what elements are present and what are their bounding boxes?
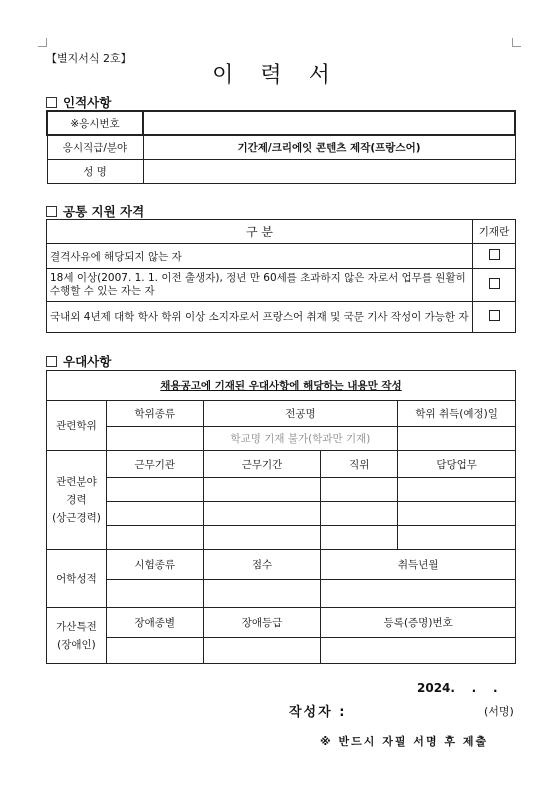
sign-label: (서명) bbox=[484, 705, 514, 718]
career-cell[interactable] bbox=[203, 502, 321, 526]
date-line: 2024. . . bbox=[417, 681, 498, 695]
writer-label: 작성자 : bbox=[289, 705, 347, 720]
header-disability-type: 장애종별 bbox=[106, 608, 203, 638]
qualification-checkbox[interactable] bbox=[489, 278, 500, 289]
header-major: 전공명 bbox=[203, 401, 398, 427]
label-career: 관련분야 경력 (상근경력) bbox=[47, 451, 107, 550]
qualification-checkbox[interactable] bbox=[489, 310, 500, 321]
career-cell[interactable] bbox=[106, 526, 203, 550]
crop-mark-top-left bbox=[38, 38, 47, 47]
language-cell[interactable] bbox=[203, 580, 321, 608]
col-category: 구 분 bbox=[47, 220, 473, 244]
header-acquired-date: 취득년월 bbox=[321, 550, 516, 580]
career-cell[interactable] bbox=[398, 502, 516, 526]
language-cell[interactable] bbox=[106, 580, 203, 608]
section-common bbox=[46, 202, 144, 220]
header-duty: 담당업무 bbox=[398, 451, 516, 478]
career-cell[interactable] bbox=[203, 526, 321, 550]
header-employer: 근무기관 bbox=[106, 451, 203, 478]
preferred-table-title: 채용공고에 기재된 우대사항에 해당하는 내용만 작성 bbox=[47, 371, 516, 401]
header-period: 근무기간 bbox=[203, 451, 321, 478]
section-heading: 인적사항 bbox=[63, 95, 112, 110]
header-degree-date: 학위 취득(예정)일 bbox=[398, 401, 516, 427]
degree-type-field[interactable] bbox=[106, 427, 203, 451]
career-cell[interactable] bbox=[203, 478, 321, 502]
name-field[interactable] bbox=[143, 159, 515, 183]
career-cell[interactable] bbox=[106, 502, 203, 526]
label-degree: 관련학위 bbox=[47, 401, 107, 451]
label-bonus: 가산특전 (장애인) bbox=[47, 608, 107, 664]
applicant-no-field[interactable] bbox=[143, 111, 515, 135]
header-position: 직위 bbox=[321, 451, 398, 478]
section-preferred bbox=[46, 352, 111, 370]
career-cell[interactable] bbox=[398, 478, 516, 502]
major-note: 학교명 기재 불가(학과만 기재) bbox=[203, 427, 398, 451]
language-cell[interactable] bbox=[321, 580, 516, 608]
career-cell[interactable] bbox=[321, 478, 398, 502]
bonus-cell[interactable] bbox=[106, 638, 203, 664]
qualification-row: 18세 이상(2007. 1. 1. 이전 출생자), 정년 만 60세를 초과하지 않은 자로서 업무를 원활히 수행할 수 있는 자는 자 bbox=[47, 269, 473, 302]
header-score: 점수 bbox=[203, 550, 321, 580]
label-name: 성 명 bbox=[47, 159, 143, 183]
degree-date-field[interactable] bbox=[398, 427, 516, 451]
submission-notice: ※ 반드시 자필 서명 후 제출 bbox=[320, 735, 489, 748]
qualification-checkbox[interactable] bbox=[489, 249, 500, 260]
form-number: 【별지서식 2호】 bbox=[46, 52, 132, 65]
checkbox-square-icon bbox=[46, 356, 57, 367]
crop-mark-top-right bbox=[512, 38, 521, 47]
label-language: 어학성적 bbox=[47, 550, 107, 608]
header-test-type: 시험종류 bbox=[106, 550, 203, 580]
career-cell[interactable] bbox=[398, 526, 516, 550]
header-disability-grade: 장애등급 bbox=[203, 608, 321, 638]
bonus-cell[interactable] bbox=[321, 638, 516, 664]
common-table bbox=[46, 219, 516, 333]
header-degree-type: 학위종류 bbox=[106, 401, 203, 427]
position-value: 기간제/크리에잇 콘텐츠 제작(프랑스어) bbox=[143, 135, 515, 159]
checkbox-square-icon bbox=[46, 206, 57, 217]
checkbox-square-icon bbox=[46, 97, 57, 108]
bonus-cell[interactable] bbox=[203, 638, 321, 664]
preferred-table bbox=[46, 370, 516, 664]
section-personal bbox=[46, 93, 111, 111]
section-heading: 공통 지원 자격 bbox=[63, 204, 145, 219]
career-cell[interactable] bbox=[106, 478, 203, 502]
qualification-row: 국내외 4년제 대학 학사 학위 이상 소지자로서 프랑스어 취재 및 국문 기사 작성이 가능한 자 bbox=[47, 302, 473, 333]
career-cell[interactable] bbox=[321, 502, 398, 526]
label-applicant-no: ※응시번호 bbox=[47, 111, 143, 135]
qualification-row: 결격사유에 해당되지 않는 자 bbox=[47, 244, 473, 269]
section-heading: 우대사항 bbox=[63, 354, 112, 369]
personal-table bbox=[46, 110, 516, 184]
career-cell[interactable] bbox=[321, 526, 398, 550]
label-position: 응시직급/분야 bbox=[47, 135, 143, 159]
col-check: 기재란 bbox=[473, 220, 516, 244]
header-registration-no: 등록(증명)번호 bbox=[321, 608, 516, 638]
page-title: 이 력 서 bbox=[212, 63, 340, 88]
